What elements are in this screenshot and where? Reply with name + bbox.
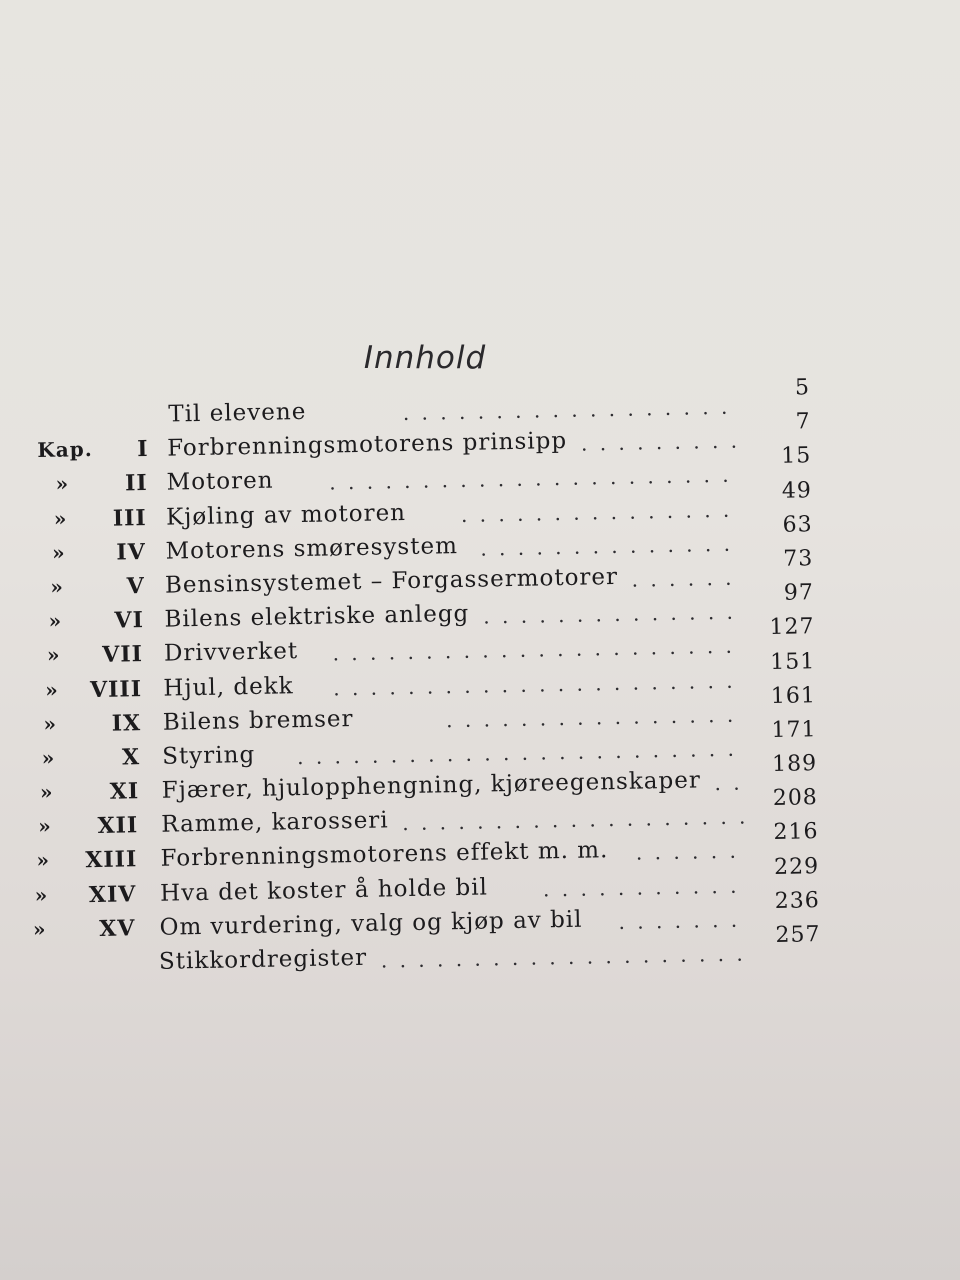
page-number: 151	[769, 648, 816, 675]
chapter-number: V	[126, 572, 146, 600]
chapter-marker: »	[55, 471, 70, 497]
leader-dots: . . . . . . . . . . . . . . . . . . . . . . . .	[296, 736, 738, 770]
leader-dots: . . . . . .	[631, 565, 735, 592]
chapter-title: Motorens smøresystem	[165, 532, 459, 565]
page-title: Innhold	[363, 340, 487, 376]
chapter-marker: »	[43, 711, 58, 736]
chapter-marker	[40, 402, 140, 404]
page-number: 189	[771, 751, 818, 778]
leader-dots: . . . . . . . . . . . . . . .	[460, 497, 733, 527]
leader-dots: . . . . . . . . . . . . . . . . . .	[402, 394, 731, 426]
chapter-number: III	[112, 504, 147, 532]
chapter-title: Fjærer, hjulopphengning, kjøreegenskaper	[161, 767, 702, 804]
chapter-title: Om vurdering, valg og kjøp av bil	[159, 906, 583, 941]
leader-dots: . . . . . . .	[618, 907, 741, 934]
leader-dots: . . . . . . . . .	[580, 428, 741, 456]
leader-dots: . . . . . . . . . . . . . . . . . . . . . .	[333, 668, 736, 700]
chapter-number: VII	[102, 641, 144, 669]
chapter-title: Ramme, karosseri	[160, 807, 389, 838]
leader-dots: . .	[714, 770, 743, 796]
chapter-number: II	[124, 470, 148, 497]
chapter-marker: »	[39, 779, 54, 805]
chapter-marker: »	[41, 745, 56, 770]
chapter-number: VIII	[89, 675, 143, 703]
chapter-number: X	[121, 744, 141, 771]
page-number: 257	[775, 922, 821, 948]
chapter-number: XIII	[85, 846, 138, 874]
chapter-marker: »	[50, 574, 65, 599]
page-number: 73	[782, 546, 814, 572]
chapter-marker: »	[34, 882, 49, 907]
leader-dots: . . . . . . . . . . . . . . . . . . . . . .	[332, 634, 736, 666]
page-number: 49	[781, 477, 813, 504]
chapter-marker: »	[48, 608, 63, 633]
page-number: 208	[772, 785, 819, 812]
page-number: 161	[770, 682, 817, 709]
chapter-title: Bensinsystemet – Forgassermotorer	[164, 563, 619, 599]
chapter-number: IV	[116, 538, 147, 566]
chapter-title: Forbrenningsmotorens effekt m. m.	[160, 837, 609, 873]
page-number: 63	[782, 511, 813, 538]
chapter-title: Stikkordregister	[158, 944, 368, 975]
page-number: 5	[794, 375, 811, 401]
chapter-title: Bilens bremser	[162, 705, 354, 736]
chapter-title: Drivverket	[163, 638, 299, 667]
leader-dots: . . . . . . . . . . . . . . . . . . . . . .	[329, 463, 732, 495]
page-number: 15	[781, 443, 812, 470]
leader-dots: . . . . . . . . . . .	[542, 873, 740, 902]
leader-dots: . . . . . . . . . . . . . .	[483, 599, 737, 629]
page-number: 216	[773, 819, 819, 846]
chapter-number: XV	[98, 915, 136, 942]
chapter-number: I	[137, 436, 149, 463]
page-number: 127	[769, 614, 815, 641]
chapter-number: VI	[114, 607, 145, 634]
page-number: 236	[774, 887, 821, 914]
chapter-marker: »	[53, 506, 68, 531]
table-of-contents	[32, 375, 871, 979]
chapter-marker: »	[36, 848, 51, 873]
chapter-marker	[11, 950, 111, 952]
leader-dots: . . . . . . . . . . . . . . . . . . . .	[380, 941, 746, 973]
chapter-title: Bilens elektriske anlegg	[164, 600, 470, 633]
chapter-number: IX	[111, 709, 142, 737]
chapter-title: Kjøling av motoren	[165, 499, 407, 531]
leader-dots: . . . . . .	[635, 839, 740, 866]
chapter-marker: »	[32, 916, 47, 942]
chapter-title: Hjul, dekk	[163, 672, 294, 702]
chapter-marker: Kap.	[37, 437, 93, 463]
page-number: 97	[783, 580, 815, 606]
chapter-number: XI	[109, 778, 140, 805]
page-number: 171	[771, 717, 817, 743]
chapter-title: Hva det koster å holde bil	[159, 874, 489, 907]
chapter-number	[90, 402, 150, 403]
chapter-number	[74, 949, 134, 950]
page-number: 229	[773, 853, 820, 880]
chapter-title: Motoren	[166, 467, 274, 496]
leader-dots: . . . . . . . . . . . . . . . .	[445, 702, 737, 732]
leader-dots: . . . . . . . . . . . . . . . . . . .	[402, 804, 749, 836]
chapter-marker: »	[37, 814, 52, 839]
chapter-marker: »	[46, 642, 61, 668]
chapter-marker: »	[44, 677, 59, 702]
chapter-number: XII	[97, 812, 139, 840]
chapter-title: Forbrenningsmotorens prinsipp	[166, 428, 568, 462]
chapter-number: XIV	[88, 880, 137, 908]
page-number: 7	[795, 409, 811, 435]
chapter-marker: »	[51, 540, 66, 565]
chapter-title: Styring	[162, 741, 256, 770]
leader-dots: . . . . . . . . . . . . . .	[480, 531, 734, 561]
chapter-title: Til elevene	[168, 398, 307, 428]
